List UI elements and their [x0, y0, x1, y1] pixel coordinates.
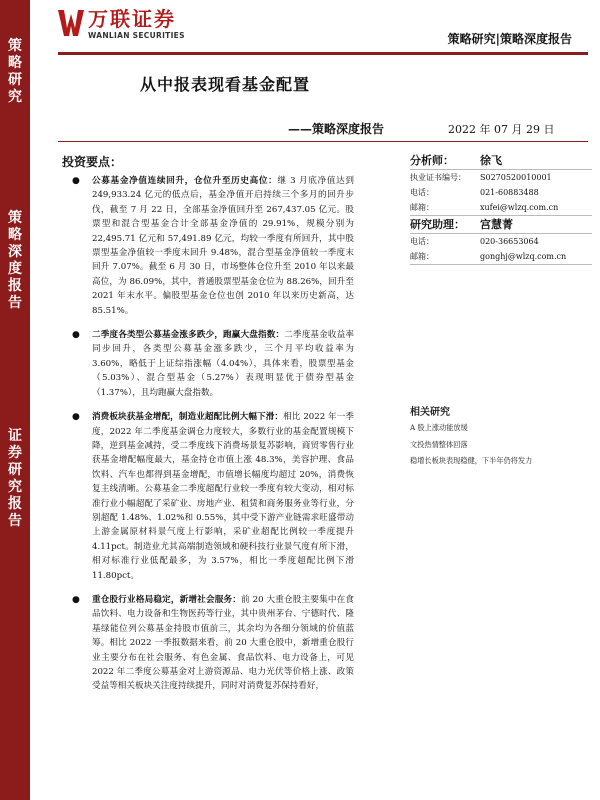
- key-point-lead: 重仓股行业格局稳定，新增社会服务：: [92, 594, 241, 605]
- phone-row: [410, 185, 592, 200]
- email2-row: [410, 249, 592, 265]
- key-point: [62, 410, 354, 583]
- phone2-row: [410, 234, 592, 249]
- key-point-lead: 公募基金净值连续回升，仓位升至历史高位：: [92, 176, 278, 186]
- phone2-value: 020-36653064: [480, 237, 539, 246]
- key-point-text: 继 3 月底净值达到 249,933.24 亿元的低点后，基金净值开启持续三个多月的回升步伐，截至 7 月 22 日，全部基金净值回升至 267,437.05 亿元。股票型和混合型基金合计全部基金净值的 29.91%，规模分别为 22,495.71 亿元和 57,491.89 亿元，均较一季度有所回升，其中股票型基金净值较一季度末回升 9.48%，混合型基金净值较一季度末回升 7.07%。截至 6 月 30 日，市场整体仓位升至 2010 年以来最高位，为 86.09%，其中，普通股票型基金仓位为 88.26%，回升至 2021 年末水平。偏股型基金仓位也创 2010 年以来历史新高，达 85.51%。: [92, 176, 354, 316]
- related-research-heading: 相关研究: [410, 407, 450, 418]
- assistant-name: 宫慧菁: [480, 218, 513, 231]
- logo-w-icon: [58, 8, 84, 38]
- phone-value: 021-60883488: [480, 188, 539, 197]
- phone-label: 电话：: [410, 188, 434, 197]
- cert-row: [410, 170, 592, 185]
- email2-value[interactable]: gonghj@wlzq.com.cn: [480, 252, 567, 261]
- related-research-item[interactable]: 稳增长板块表现稳健，下半年仍将发力: [410, 456, 533, 465]
- report-title: 从中报表现看基金配置: [140, 75, 311, 94]
- analyst-info: [410, 152, 592, 265]
- header-divider: [58, 52, 588, 55]
- key-points-heading: 投资要点：: [62, 155, 123, 169]
- cert-label: 执业证书编号：: [410, 173, 466, 182]
- key-point-text: 前 20 大重仓股主要集中在食品饮料、电力设备和生物医药等行业，其中贵州茅台、宁德时代、隆基绿能位列公募基金持股市值前三，其余均为各细分领域的价值蓝筹。相比 2022 一季报数据来看，前 20 大重仓股中，新增重仓股行业主要分布在社会服务、有色金属、食品饮料、电力设备上，可见 2022 年二季度公募基金对上游资源品、电力光伏等价格上涨、政策受益等相关板块关注度持续提升，同时对消费复苏保持看好，: [92, 594, 354, 692]
- side-label-report-type: 策略深度报告: [8, 210, 22, 311]
- email2-label: 邮箱：: [410, 252, 434, 261]
- related-research-item[interactable]: 文投热情整体回落: [410, 439, 468, 449]
- bullet-dot-icon: ●: [72, 594, 80, 605]
- side-label-strategy: 策略研究: [8, 38, 22, 105]
- side-band: [0, 0, 30, 800]
- email-label: 邮箱：: [410, 203, 434, 212]
- key-points-list: [62, 174, 354, 704]
- company-logo: [58, 8, 218, 44]
- email-row: [410, 200, 592, 216]
- bullet-dot-icon: ●: [72, 176, 80, 186]
- assistant-row: [410, 216, 592, 234]
- related-research-item[interactable]: A 股上涨动能放缓: [410, 423, 468, 432]
- logo-english-name: WANLIAN SECURITIES: [88, 31, 185, 40]
- report-subtitle: ——策略深度报告: [288, 122, 385, 136]
- related-research-list: [410, 420, 592, 470]
- email-value[interactable]: xufei@wlzq.com.cn: [480, 203, 559, 212]
- analyst-name: 徐飞: [480, 154, 502, 167]
- bullet-dot-icon: ●: [72, 330, 80, 341]
- analyst-label: 分析师：: [410, 154, 454, 167]
- logo-chinese-name: 万联证券: [88, 7, 176, 31]
- assistant-label: 研究助理：: [410, 218, 465, 231]
- title-divider: [58, 141, 588, 142]
- key-point-lead: 消费板块获基金增配，制造业超配比例大幅下滑：: [92, 412, 284, 423]
- phone2-label: 电话：: [410, 237, 434, 246]
- cert-value: S0270520010001: [480, 173, 552, 182]
- key-point-lead: 二季度各类型公募基金涨多跌少，跑赢大盘指数：: [92, 330, 285, 341]
- side-label-securities-report: 证券研究报告: [8, 428, 22, 529]
- key-point-text: 相比 2022 年一季度，2022 年二季度基金调仓力度较大，多数行业的基金配置规模下降，逆到基金减持，受二季度线下消费场景复苏影响，商贸零售行业获基金增配幅度最大，基金持仓市值上涨 48.3%，美容护理、食品饮料、汽车也都得到基金增配，市值增长幅度均超过 20%，消费恢复主线清晰。公募基金二季度超配行业较一季度有较大变动，相对标准行业小幅超配了采矿业、房地产业、租赁和商务服务业等行业，分别超配 1.48%、1.02%和 0.55%，其中受下游产业链需求旺盛带动上游金属原材料景气度上行影响，采矿业超配比例较一季度提升 4.11pct。制造业尤其高端制造领域和硬科技行业景气度有所下滑，相对标准行业低配最多，为 3.57%，相比一季度超配比例下滑 11.80pct。: [92, 412, 354, 581]
- key-point: [62, 593, 354, 694]
- analyst-row: [410, 152, 592, 170]
- key-point: [62, 174, 354, 318]
- bullet-dot-icon: ●: [72, 412, 80, 423]
- key-point-text: 二季度基金收益率同步回升，各类型公募基金涨多跌少，三个月平均收益率为 3.60%，略低于上证综指涨幅（4.04%），具体来看，股票型基金（5.03%）、混合型基金（5.27%）表现明显优于债券型基金（1.37%），且均跑赢大盘指数。: [92, 330, 354, 398]
- report-date: 2022 年 07 月 29 日: [448, 123, 555, 136]
- key-point: [62, 328, 354, 400]
- report-category: 策略研究|策略深度报告: [447, 32, 572, 46]
